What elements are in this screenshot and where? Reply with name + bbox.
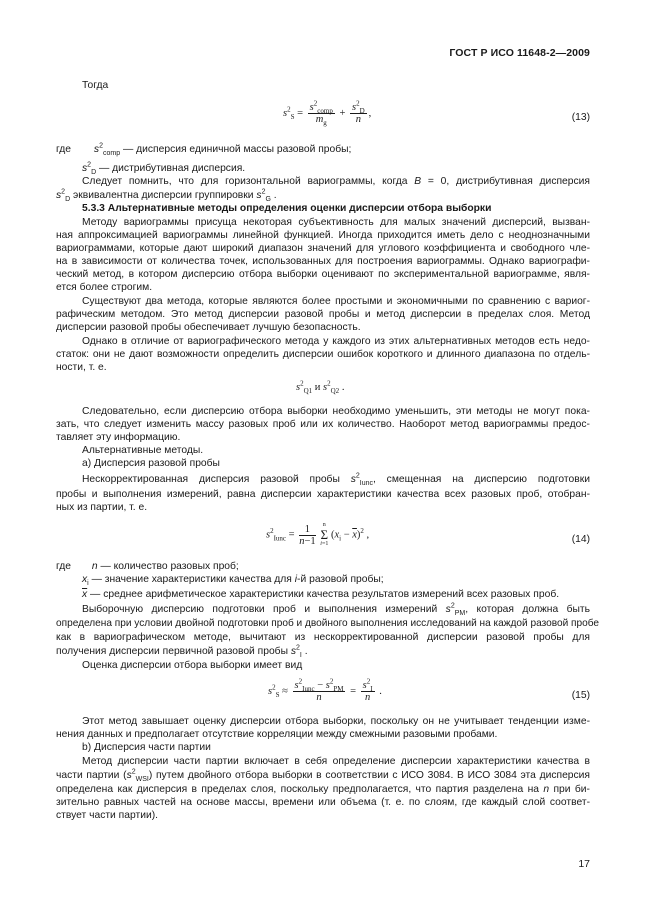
equation-15-number: (15): [571, 690, 590, 701]
p5-line-2: пробы и выполнения измерений, равна дисперсии характеристики качества всех разовых проб, отобран-: [56, 489, 590, 500]
p9-text-b2: ) путем двойного отбора выборки в соответствии с ИСО 3084. В ИСО 3084 эта дисперсия: [148, 770, 590, 781]
p2-line-2: рафическим методом. Это метод дисперсии разовой пробы и метод дисперсии в пределах слоя. Метод: [56, 309, 590, 320]
p9-line-3: определена как дисперсия в пределах слоя, поскольку предполагается, что партия разделена на n при би-: [56, 784, 590, 795]
equation-sq-pair: $s^2_{Q1}$ и $s^2_{Q2}$ .: [296, 379, 345, 396]
equation-13-number: (13): [571, 112, 590, 123]
p6-text-e: получения дисперсии первичной разовой пробы: [56, 646, 288, 657]
item-a: а) Дисперсия разовой пробы: [82, 458, 220, 469]
where-line-1: где $s^2_{comp}$ — дисперсия единичной массы разовой пробы;: [56, 142, 352, 158]
equation-13: $s^2_S$ = $\frac{s^2_{comp}}{m_g}$ + $\frac{s^2_D}{n}$ ,: [283, 99, 372, 128]
p4-line-1: Следовательно, если дисперсию отбора выборки необходимо уменьшить, эти методы не могут пока-: [82, 406, 590, 417]
sled-text-1b: = 0, дистрибутивная дисперсия: [427, 176, 590, 187]
where-label-2: где: [56, 561, 72, 572]
def-xi2: -й разовой пробы;: [297, 574, 384, 585]
p4-line-3: тавляет эту информацию.: [56, 432, 181, 443]
p6-line-1: Выборочную дисперсию подготовки проб и выполнения измерений $s^2_{PM}$, которая должна быть: [82, 602, 590, 618]
page-header: ГОСТ Р ИСО 11648-2—2009: [449, 47, 590, 59]
sled-text-1: Следует помнить, что для горизонтальной вариограммы, когда: [82, 176, 408, 187]
p5-text-a: Нескорректированная дисперсия разовой пробы: [82, 474, 340, 485]
def-line-xi: $x_i$ — значение характеристики качества для i-й разовой пробы;: [82, 574, 384, 588]
text-togda: Тогда: [82, 80, 109, 91]
and-word: и: [314, 382, 321, 393]
def-sd: — дистрибутивная дисперсия.: [99, 163, 246, 174]
alt-methods: Альтернативные методы.: [82, 445, 204, 456]
p1-line-2: ная аппроксимацией вариограммы линейной функцией. Иногда приходится иметь дело с неоднозначными: [56, 230, 590, 241]
p3-line-2: статок: они не дают возможности определить дисперсии ошибок короткого и длинного диапазона по отдель-: [56, 349, 590, 360]
def-xi: — значение характеристики качества для: [91, 574, 292, 585]
p4-line-2: зать, что следует изменить массу разовых проб или их количество. Наоборот метод вариограммы предос-: [56, 419, 590, 430]
p9-line-2: части партии $(s^2_{WSI})$ путем двойного отбора выборки в соответствии с ИСО 3084. В ИСО 3084 эта дисперсия: [56, 768, 590, 784]
p2-line-3: дисперсии разовой пробы обеспечивает лучшую безопасность.: [56, 322, 361, 333]
p6-line-4: получения дисперсии первичной разовой пробы $s^2_I$ .: [56, 644, 308, 660]
p9-line-1: Метод дисперсии части партии включает в себя определение дисперсии характеристики качества в: [82, 756, 590, 767]
p3-line-1: Однако в отличие от вариографического метода у каждого из этих альтернативных методов есть недо-: [82, 336, 590, 347]
def-line-xbar: $\overline{x}$ — среднее арифметическое характеристики качества результатов измерений всех разовых проб.: [82, 589, 560, 600]
equation-15: $s^2_S$ ≈ $\frac{s^2_{Iunc} - s^2_{PM}}{n}$ = $\frac{s^2_I}{n}$ .: [268, 677, 382, 703]
where-label: где: [56, 144, 72, 155]
p7-line: Оценка дисперсии отбора выборки имеет вид: [82, 660, 303, 671]
section-heading: 5.3.3 Альтернативные методы определения оценки дисперсии отбора выборки: [82, 203, 492, 214]
def-line-sd: $s^2_D$ — дистрибутивная дисперсия.: [82, 161, 246, 177]
page-number: 17: [578, 858, 590, 870]
equation-14: $s^2_{Iunc}$ = $\frac{1}{n-1}$ n Σ i=1 $(x_i - \overline{x})^2$ ,: [266, 522, 370, 547]
para-sled-line-2: $s^2_D$ эквивалентна дисперсии группировки $s^2_G$ .: [56, 188, 277, 204]
where-line-2: где n — количество разовых проб;: [56, 561, 239, 572]
item-b: b) Дисперсия части партии: [82, 742, 211, 753]
p6-line-2: определена при условии двойной подготовки проб и двойного выполнения исследований на каждой разовой пробе: [56, 618, 599, 629]
p9-text-b1: части партии (: [56, 770, 127, 781]
def-n: — количество разовых проб;: [100, 561, 239, 572]
p9-text-c: определена как дисперсия в пределах слоя, поскольку предполагается, что партия разделена на: [56, 784, 539, 795]
p6-text-b: , которая должна быть: [465, 604, 590, 615]
p2-line-1: Существуют два метода, которые являются более простыми и экономичными по сравнению с вариог-: [82, 296, 590, 307]
p3-line-3: ности, т. е.: [56, 362, 107, 373]
equation-14-number: (14): [571, 534, 590, 545]
p6-line-3: как в вариографическом методе, вычитают из нескорректированной дисперсии разовой пробы для: [56, 632, 590, 643]
para-sled-line-1: Следует помнить, что для горизонтальной вариограммы, когда B = 0, дистрибутивная дисперсия: [82, 176, 590, 187]
p1-line-1: Методу вариограммы присуща некоторая субъективность для малых значений дисперсий, вызван-: [82, 217, 590, 228]
p5-text-b: , смещенная на дисперсию подготовки: [372, 474, 590, 485]
p1-line-3: вариограммами, которые дают широкий диапазон значений для углового коэффициента и свободного чле-: [56, 243, 590, 254]
p1-line-4: на в зависимости от количества точек, использованных для построения вариограммы. Однако вариографи-: [56, 256, 590, 267]
p9-line-5: ствует части партии).: [56, 810, 158, 821]
p1-line-5: ческий метод, в котором дисперсию отбора выборки оценивают по экспериментальной вариограмме, явля-: [56, 269, 590, 280]
p5-line-3: ных из партии, т. е.: [56, 502, 148, 513]
p1-line-6: ется более строгим.: [56, 282, 153, 293]
p8-line-2: нения данных и предполагает отсутствие корреляции между смежными разовыми пробами.: [56, 729, 498, 740]
p5-line-1: Нескорректированная дисперсия разовой пробы $s^2_{Iunc}$, смещенная на дисперсию подготовки: [82, 472, 590, 488]
sled-text-2: эквивалентна дисперсии группировки: [73, 190, 254, 201]
def-scomp: — дисперсия единичной массы разовой пробы;: [122, 144, 352, 155]
p6-text-a: Выборочную дисперсию подготовки проб и выполнения измерений: [82, 604, 438, 615]
p9-text-c2: при би-: [553, 784, 590, 795]
p8-line-1: Этот метод завышает оценку дисперсии отбора выборки, поскольку он не учитывает тенденции изме-: [82, 716, 590, 727]
p9-line-4: зительно равных частей на основе массы, времени или объема (т. е. по слоям, где каждый слой соответ-: [56, 797, 590, 808]
def-xbar: — среднее арифметическое характеристики качества результатов измерений всех разовых проб.: [90, 589, 560, 600]
